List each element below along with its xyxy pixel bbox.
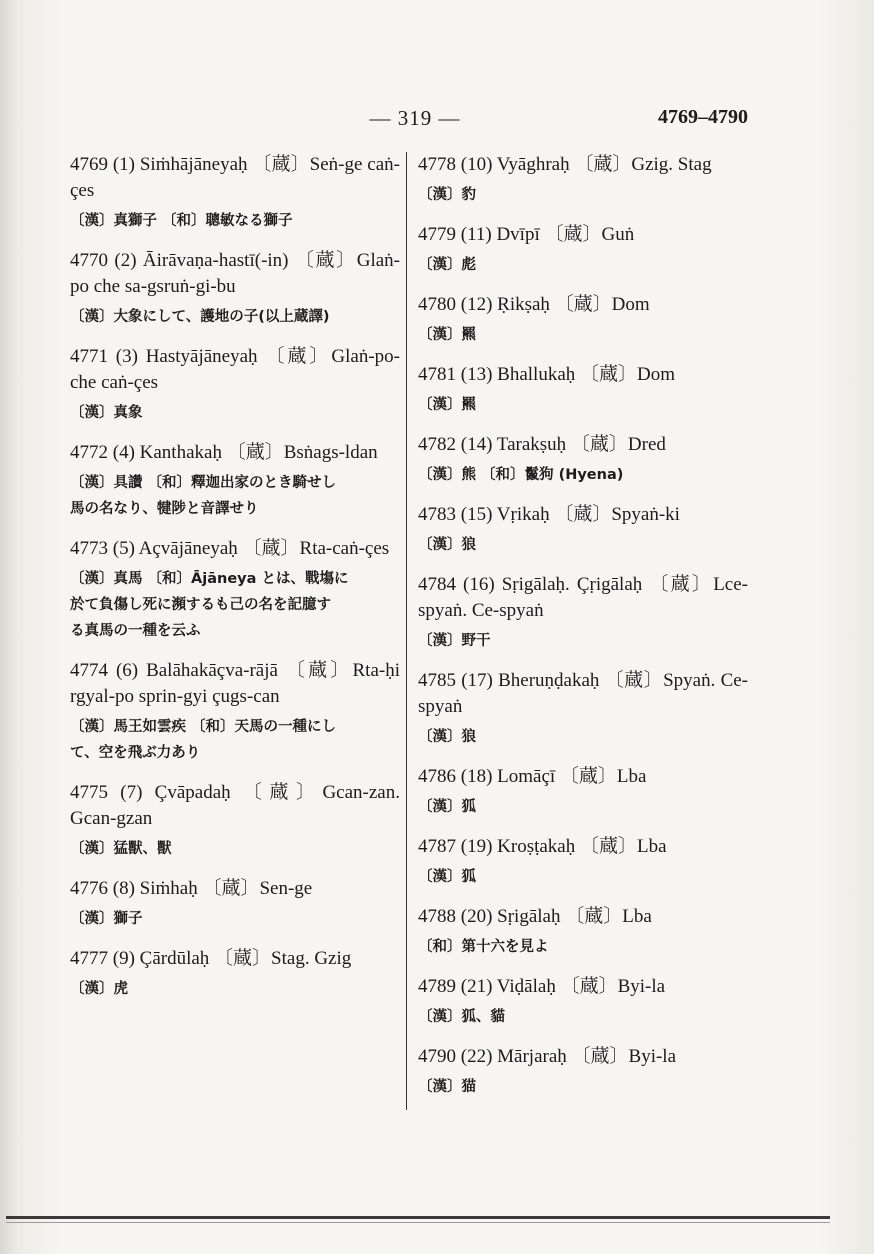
dictionary-entry: [70, 780, 400, 862]
entry-headword: 4769 (1) Siṁhājāneyaḥ 〔蔵〕Seṅ-ge caṅ-çes: [70, 154, 400, 201]
dictionary-entry: [70, 536, 400, 644]
entry-gloss: [418, 392, 748, 418]
dictionary-entry: [418, 904, 748, 960]
entry-gloss: [418, 532, 748, 558]
entry-headword: 4779 (11) Dvīpī 〔蔵〕Guṅ: [418, 224, 635, 245]
entry-gloss: [418, 1004, 748, 1030]
entry-gloss: [418, 1074, 748, 1100]
dictionary-entry: [70, 344, 400, 426]
entry-headword: 4777 (9) Çārdūlaḥ 〔蔵〕Stag. Gzig: [70, 948, 352, 969]
dictionary-entry: [70, 876, 400, 932]
bottom-rule: [6, 1216, 830, 1219]
dictionary-entry: [418, 974, 748, 1030]
gloss-line: 〔漢〕狐、貓: [418, 1009, 505, 1025]
entry-gloss: [418, 322, 748, 348]
gloss-line: 〔漢〕馬王如雲疾 〔和〕天馬の一種にし: [70, 719, 337, 735]
gloss-line: 〔漢〕狐: [418, 799, 476, 815]
dictionary-entry: [70, 440, 400, 522]
gloss-line: 〔漢〕真馬 〔和〕Ājāneya とは、戰塲に: [70, 571, 349, 587]
column-divider: [406, 152, 407, 1110]
dictionary-entry: [418, 1044, 748, 1100]
entry-headword: 4775 (7) Çvāpadaḥ 〔蔵〕Gcan-zan. Gcan-gzan: [70, 782, 400, 829]
gloss-line: 〔漢〕彪: [418, 257, 476, 273]
right-column: [418, 152, 748, 1114]
entry-gloss: [418, 252, 748, 278]
entry-gloss: [70, 906, 400, 932]
dictionary-entry: [418, 572, 748, 654]
dictionary-entry: [418, 152, 748, 208]
gloss-line: 〔漢〕具讚 〔和〕釋迦出家のとき騎せし: [70, 475, 337, 491]
left-column: [70, 152, 400, 1016]
gloss-line: 〔漢〕狼: [418, 729, 476, 745]
dictionary-entry: [70, 152, 400, 234]
entry-headword: 4772 (4) Kanthakaḥ 〔蔵〕Bsṅags-ldan: [70, 442, 378, 463]
gloss-line: 〔漢〕羆: [418, 327, 476, 343]
gloss-line: 〔漢〕野干: [418, 633, 491, 649]
gloss-line: て、空を飛ぶ力あり: [70, 745, 201, 761]
gloss-line: 馬の名なり、犍陟と音譯せり: [70, 501, 259, 517]
entry-gloss: [418, 794, 748, 820]
entry-gloss: [70, 714, 400, 766]
gloss-line: 〔漢〕虎: [70, 981, 128, 997]
dictionary-entry: [418, 292, 748, 348]
gloss-line: る真馬の一種を云ふ: [70, 623, 201, 639]
gloss-line: 〔漢〕猫: [418, 1079, 476, 1095]
entry-gloss: [418, 724, 748, 750]
entry-gloss: [418, 934, 748, 960]
entry-gloss: [70, 208, 400, 234]
entry-headword: 4790 (22) Mārjaraḥ 〔蔵〕Byi-la: [418, 1046, 677, 1067]
gloss-line: 〔漢〕獅子: [70, 911, 143, 927]
dictionary-entry: [70, 248, 400, 330]
page-number: — 319 —: [369, 106, 461, 130]
dictionary-entry: [418, 222, 748, 278]
gloss-line: 〔漢〕真獅子 〔和〕聰敏なる獅子: [70, 213, 293, 229]
gloss-line: 〔漢〕真象: [70, 405, 143, 421]
dictionary-entry: [418, 834, 748, 890]
gloss-line: 〔漢〕豹: [418, 187, 476, 203]
entry-headword: 4782 (14) Tarakṣuḥ 〔蔵〕Dred: [418, 434, 666, 455]
gloss-line: 〔漢〕狐: [418, 869, 476, 885]
dictionary-entry: [418, 502, 748, 558]
entry-headword: 4773 (5) Açvājāneyaḥ 〔蔵〕Rta-caṅ-çes: [70, 538, 390, 559]
entry-headword: 4786 (18) Lomāçī 〔蔵〕Lba: [418, 766, 647, 787]
entry-headword: 4781 (13) Bhallukaḥ 〔蔵〕Dom: [418, 364, 676, 385]
dictionary-entry: [418, 668, 748, 750]
entry-headword: 4780 (12) Ṛikṣaḥ 〔蔵〕Dom: [418, 294, 650, 315]
entry-headword: 4784 (16) Sṛigālaḥ. Çṛigālaḥ 〔蔵〕Lce-spyaṅ. Ce-spyaṅ: [418, 574, 748, 621]
entry-headword: 4774 (6) Balāhakāçva-rājā 〔蔵〕Rta-ḥi rgyal-po sprin-gyi çugs-can: [70, 660, 400, 707]
entry-gloss: [418, 864, 748, 890]
entry-gloss: [70, 566, 400, 644]
entry-headword: 4785 (17) Bheruṇḍakaḥ 〔蔵〕Spyaṅ. Ce-spyaṅ: [418, 670, 748, 717]
entry-gloss: [70, 400, 400, 426]
entry-headword: 4788 (20) Sṛigālaḥ 〔蔵〕Lba: [418, 906, 652, 927]
entry-headword: 4789 (21) Viḍālaḥ 〔蔵〕Byi-la: [418, 976, 666, 997]
entry-range: 4769–4790: [658, 106, 748, 128]
gloss-line: 〔漢〕猛獸、獸: [70, 841, 172, 857]
bottom-rule-thin: [6, 1222, 830, 1223]
entry-headword: 4787 (19) Kroṣṭakaḥ 〔蔵〕Lba: [418, 836, 667, 857]
dictionary-entry: [418, 432, 748, 488]
gloss-line: 〔漢〕羆: [418, 397, 476, 413]
entry-headword: 4770 (2) Āirāvaṇa-hastī(-in) 〔蔵〕Glaṅ-po che sa-gsruṅ-gi-bu: [70, 250, 400, 297]
entry-gloss: [418, 182, 748, 208]
entry-gloss: [70, 304, 400, 330]
entry-gloss: [70, 470, 400, 522]
dictionary-entry: [70, 946, 400, 1002]
entry-headword: 4778 (10) Vyāghraḥ 〔蔵〕Gzig. Stag: [418, 154, 712, 175]
dictionary-entry: [418, 362, 748, 418]
dictionary-entry: [70, 658, 400, 766]
entry-headword: 4776 (8) Siṁhaḥ 〔蔵〕Sen-ge: [70, 878, 313, 899]
entry-gloss: [418, 628, 748, 654]
entry-gloss: [418, 462, 748, 488]
entry-gloss: [70, 976, 400, 1002]
gloss-line: 〔和〕第十六を見よ: [418, 939, 549, 955]
entry-headword: 4783 (15) Vṛikaḥ 〔蔵〕Spyaṅ-ki: [418, 504, 680, 525]
dictionary-entry: [418, 764, 748, 820]
gloss-line: 〔漢〕狼: [418, 537, 476, 553]
gloss-line: 於て負傷し死に瀕するも己の名を記臆す: [70, 597, 331, 613]
gloss-line: 〔漢〕熊 〔和〕鬣狗 (Hyena): [418, 467, 624, 483]
entry-gloss: [70, 836, 400, 862]
entry-headword: 4771 (3) Hastyājāneyaḥ 〔蔵〕Glaṅ-po-che caṅ-çes: [70, 346, 400, 393]
gloss-line: 〔漢〕大象にして、護地の子(以上蔵譯): [70, 309, 330, 325]
